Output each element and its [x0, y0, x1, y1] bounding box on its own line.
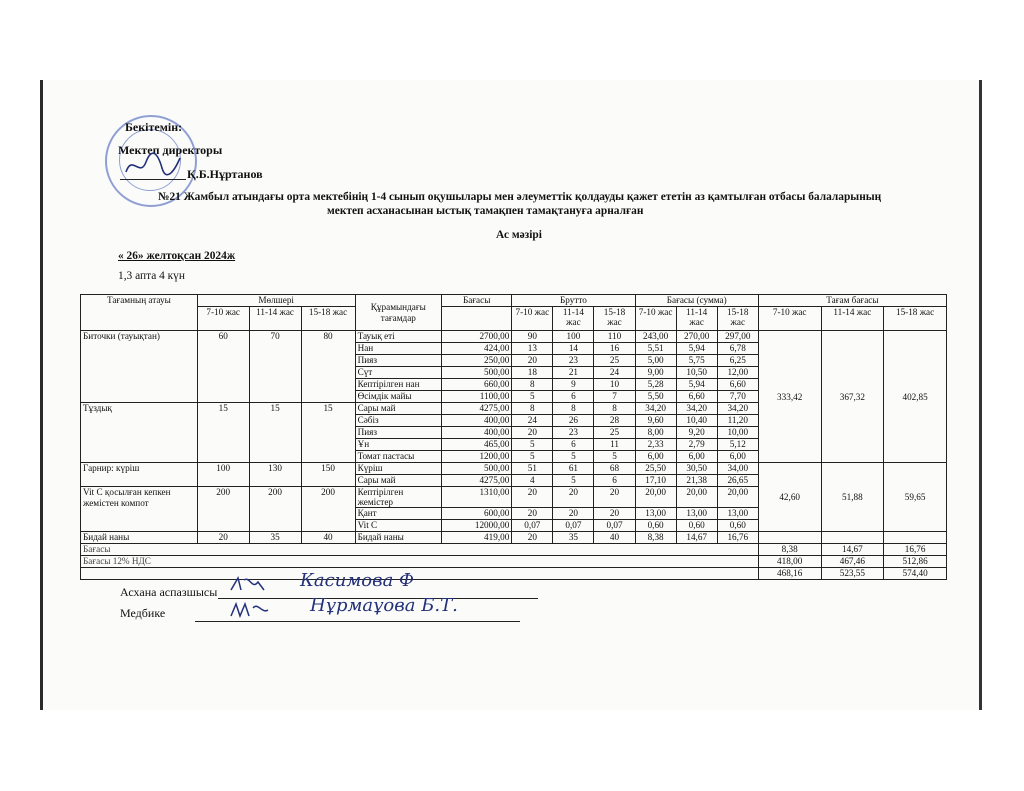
header-sum: Бағасы (сумма)	[635, 295, 758, 307]
header-amount-age-3: 15-18 жас	[301, 307, 355, 331]
brutto-age-3: 8	[594, 403, 635, 415]
sum-age-1: 243,00	[635, 331, 676, 343]
header-amount-age-2: 11-14 жас	[249, 307, 301, 331]
dish-name: Биточки (тауықтан)	[81, 331, 198, 403]
brutto-age-2: 8	[553, 403, 594, 415]
ingredient-price: 600,00	[442, 508, 512, 520]
sum-age-3: 11,20	[717, 415, 758, 427]
ingredient-price: 424,00	[442, 343, 512, 355]
brutto-age-1: 18	[512, 367, 553, 379]
dish-price-age-2: 367,32	[821, 331, 884, 463]
sum-age-2: 30,50	[676, 463, 717, 475]
sum-age-1: 5,00	[635, 355, 676, 367]
brutto-age-1: 90	[512, 331, 553, 343]
sum-age-3: 13,00	[717, 508, 758, 520]
nurse-label: Медбике	[120, 606, 166, 620]
amount-age-1: 15	[197, 403, 249, 463]
table-row	[81, 532, 947, 544]
ingredient-price: 2700,00	[442, 331, 512, 343]
vat-total-3: 574,40	[884, 568, 947, 580]
scan-edge-left	[40, 80, 43, 710]
header-sum-age-2: 11-14 жас	[676, 307, 717, 331]
sum-age-2: 20,00	[676, 487, 717, 508]
sum-age-3: 12,00	[717, 367, 758, 379]
sum-age-1: 9,60	[635, 415, 676, 427]
sum-age-1: 9,00	[635, 367, 676, 379]
amount-age-3: 40	[301, 532, 355, 544]
sum-age-1: 5,51	[635, 343, 676, 355]
title-line-2: мектеп асханасынан ыстық тамақпен тамақтануға арналған	[327, 205, 644, 217]
brutto-age-1: 20	[512, 487, 553, 508]
header-composition: Құрамындағы тағамдар	[355, 295, 441, 331]
sum-age-2: 34,20	[676, 403, 717, 415]
brutto-age-1: 8	[512, 403, 553, 415]
brutto-age-1: 4	[512, 475, 553, 487]
brutto-age-1: 24	[512, 415, 553, 427]
ingredient-name: Сары май	[355, 475, 441, 487]
sum-age-3: 16,76	[717, 532, 758, 544]
sum-total-2: 467,46	[821, 556, 884, 568]
brutto-age-3: 5	[594, 451, 635, 463]
ingredient-price: 1100,00	[442, 391, 512, 403]
dish-price-age-1: 333,42	[758, 331, 821, 463]
dish-price-blank-2	[821, 532, 884, 544]
header-amount-age-1: 7-10 жас	[197, 307, 249, 331]
sum-age-1: 2,33	[635, 439, 676, 451]
amount-age-2: 35	[249, 532, 301, 544]
sum-age-2: 10,50	[676, 367, 717, 379]
brutto-age-3: 25	[594, 355, 635, 367]
ingredient-price: 400,00	[442, 427, 512, 439]
brutto-age-1: 51	[512, 463, 553, 475]
amount-age-1: 60	[197, 331, 249, 403]
brutto-age-2: 20	[553, 487, 594, 508]
dish-price-blank-1	[758, 532, 821, 544]
sum-age-1: 5,50	[635, 391, 676, 403]
ingredient-name: Пияз	[355, 427, 441, 439]
sum-age-1: 25,50	[635, 463, 676, 475]
dish-name: Бидай наны	[81, 532, 198, 544]
sum-age-3: 6,78	[717, 343, 758, 355]
ingredient-name: Өсімдік майы	[355, 391, 441, 403]
header-brutto-age-1: 7-10 жас	[512, 307, 553, 331]
sum-age-3: 20,00	[717, 487, 758, 508]
total-label: Бағасы	[81, 544, 759, 556]
ingredient-name: Ұн	[355, 439, 441, 451]
header-dishprice-age-1: 7-10 жас	[758, 307, 821, 331]
amount-age-2: 130	[249, 463, 301, 487]
brutto-age-2: 26	[553, 415, 594, 427]
sum-age-2: 270,00	[676, 331, 717, 343]
sum-age-1: 13,00	[635, 508, 676, 520]
sum-age-2: 2,79	[676, 439, 717, 451]
vat-total-2: 523,55	[821, 568, 884, 580]
sum-age-2: 14,67	[676, 532, 717, 544]
header-dish: Тағамның атауы	[81, 295, 198, 307]
header-brutto-age-2: 11-14 жас	[553, 307, 594, 331]
total-price-2: 14,67	[821, 544, 884, 556]
brutto-age-2: 6	[553, 439, 594, 451]
brutto-age-3: 6	[594, 475, 635, 487]
menu-week: 1,3 апта 4 күн	[118, 270, 185, 282]
sum-age-3: 6,25	[717, 355, 758, 367]
brutto-age-3: 40	[594, 532, 635, 544]
cook-initials	[228, 572, 268, 598]
brutto-age-3: 68	[594, 463, 635, 475]
brutto-age-2: 20	[553, 508, 594, 520]
brutto-age-2: 100	[553, 331, 594, 343]
ingredient-name: Сүт	[355, 367, 441, 379]
table-row	[81, 331, 947, 343]
dish-name: Vit C қосылған кепкен жемістен компот	[81, 487, 198, 532]
cook-label: Асхана аспазшысы	[120, 585, 218, 599]
brutto-age-2: 35	[553, 532, 594, 544]
sum-age-2: 6,00	[676, 451, 717, 463]
brutto-age-1: 20	[512, 508, 553, 520]
vat-label: Бағасы 12% НДС	[81, 556, 759, 568]
sum-age-3: 6,00	[717, 451, 758, 463]
header-price-blank	[442, 307, 512, 331]
ingredient-name: Пияз	[355, 355, 441, 367]
ingredient-name: Кептірілген нан	[355, 379, 441, 391]
amount-age-3: 80	[301, 331, 355, 403]
brutto-age-3: 10	[594, 379, 635, 391]
total-price-1: 8,38	[758, 544, 821, 556]
amount-age-3: 200	[301, 487, 355, 532]
ingredient-name: Томат пастасы	[355, 451, 441, 463]
sum-age-3: 34,00	[717, 463, 758, 475]
brutto-age-1: 5	[512, 451, 553, 463]
sum-age-3: 6,60	[717, 379, 758, 391]
scan-edge-right	[979, 80, 982, 710]
header-brutto: Брутто	[512, 295, 635, 307]
ingredient-name: Сәбіз	[355, 415, 441, 427]
ingredient-name: Күріш	[355, 463, 441, 475]
brutto-age-1: 20	[512, 532, 553, 544]
ingredient-price: 500,00	[442, 367, 512, 379]
ingredient-price: 1310,00	[442, 487, 512, 508]
nurse-signature: Нұрмаұова Б.Т.	[310, 595, 458, 616]
sum-age-3: 5,12	[717, 439, 758, 451]
brutto-age-3: 7	[594, 391, 635, 403]
menu-title: Ас мәзірі	[496, 229, 542, 241]
director-label: Мектеп директоры	[118, 143, 223, 157]
header-dish-blank	[81, 307, 198, 331]
sum-age-1: 6,00	[635, 451, 676, 463]
dish-name: Гарнир: күріш	[81, 463, 198, 487]
header-dishprice-age-2: 11-14 жас	[821, 307, 884, 331]
table-row	[81, 463, 947, 475]
sum-age-1: 34,20	[635, 403, 676, 415]
header-amount: Мөлшері	[197, 295, 355, 307]
menu-table	[80, 294, 947, 580]
brutto-age-2: 23	[553, 355, 594, 367]
brutto-age-2: 6	[553, 391, 594, 403]
ingredient-name: Тауық еті	[355, 331, 441, 343]
sum-age-1: 8,38	[635, 532, 676, 544]
ingredient-name: Кептірілген жемістер	[355, 487, 441, 508]
brutto-age-3: 20	[594, 487, 635, 508]
sum-total-3: 512,86	[884, 556, 947, 568]
ingredient-price: 4275,00	[442, 475, 512, 487]
header-sum-age-1: 7-10 жас	[635, 307, 676, 331]
sum-age-2: 10,40	[676, 415, 717, 427]
approved-label: Бекітемін:	[125, 120, 183, 134]
dish-name: Тұздық	[81, 403, 198, 463]
brutto-age-2: 61	[553, 463, 594, 475]
nurse-initials	[228, 598, 273, 622]
sum-total-1: 418,00	[758, 556, 821, 568]
ingredient-name: Сары май	[355, 403, 441, 415]
ingredient-price: 465,00	[442, 439, 512, 451]
title-line-1: №21 Жамбыл атындағы орта мектебінің 1-4 сынып оқушылары мен әлеуметтік қолдауды қажет ететін аз қамтылған отбасы балаларының	[158, 191, 882, 203]
sum-age-1: 5,28	[635, 379, 676, 391]
sum-age-3: 0,60	[717, 520, 758, 532]
ingredient-price: 1200,00	[442, 451, 512, 463]
brutto-age-2: 5	[553, 451, 594, 463]
sum-age-2: 13,00	[676, 508, 717, 520]
header-brutto-age-3: 15-18 жас	[594, 307, 635, 331]
amount-age-3: 15	[301, 403, 355, 463]
brutto-age-1: 0,07	[512, 520, 553, 532]
total-price-3: 16,76	[884, 544, 947, 556]
header-dish-price: Тағам бағасы	[758, 295, 946, 307]
ingredient-name: Vit C	[355, 520, 441, 532]
ingredient-price: 4275,00	[442, 403, 512, 415]
sum-age-1: 17,10	[635, 475, 676, 487]
brutto-age-3: 110	[594, 331, 635, 343]
sum-age-2: 21,38	[676, 475, 717, 487]
sum-age-3: 34,20	[717, 403, 758, 415]
dish-price-blank-3	[884, 532, 947, 544]
sum-age-2: 0,60	[676, 520, 717, 532]
ingredient-price: 419,00	[442, 532, 512, 544]
sum-age-2: 5,94	[676, 343, 717, 355]
brutto-age-3: 0,07	[594, 520, 635, 532]
vat-total-1: 468,16	[758, 568, 821, 580]
vat-blank	[81, 568, 759, 580]
brutto-age-3: 25	[594, 427, 635, 439]
ingredient-price: 250,00	[442, 355, 512, 367]
sum-age-2: 5,75	[676, 355, 717, 367]
dish-price-age-3: 59,65	[884, 463, 947, 532]
amount-age-1: 20	[197, 532, 249, 544]
dish-price-age-3: 402,85	[884, 331, 947, 463]
brutto-age-1: 20	[512, 427, 553, 439]
brutto-age-2: 21	[553, 367, 594, 379]
brutto-age-1: 13	[512, 343, 553, 355]
ingredient-price: 660,00	[442, 379, 512, 391]
ingredient-name: Бидай наны	[355, 532, 441, 544]
sum-age-1: 0,60	[635, 520, 676, 532]
amount-age-2: 15	[249, 403, 301, 463]
amount-age-1: 200	[197, 487, 249, 532]
brutto-age-2: 0,07	[553, 520, 594, 532]
brutto-age-2: 9	[553, 379, 594, 391]
brutto-age-3: 20	[594, 508, 635, 520]
dish-price-age-1: 42,60	[758, 463, 821, 532]
sum-age-2: 5,94	[676, 379, 717, 391]
brutto-age-3: 24	[594, 367, 635, 379]
ingredient-name: Нан	[355, 343, 441, 355]
amount-age-3: 150	[301, 463, 355, 487]
sum-age-3: 26,65	[717, 475, 758, 487]
menu-date: « 26» желтоқсан 2024ж	[118, 250, 236, 262]
sum-age-2: 9,20	[676, 427, 717, 439]
header-price: Бағасы	[442, 295, 512, 307]
director-signature	[122, 150, 182, 180]
sum-age-1: 8,00	[635, 427, 676, 439]
sum-age-2: 6,60	[676, 391, 717, 403]
sum-age-3: 10,00	[717, 427, 758, 439]
brutto-age-2: 5	[553, 475, 594, 487]
dish-price-age-2: 51,88	[821, 463, 884, 532]
brutto-age-2: 23	[553, 427, 594, 439]
brutto-age-1: 5	[512, 439, 553, 451]
sum-age-1: 20,00	[635, 487, 676, 508]
sum-age-3: 7,70	[717, 391, 758, 403]
sum-age-3: 297,00	[717, 331, 758, 343]
director-name: Қ.Б.Нұртанов	[187, 167, 263, 181]
brutto-age-1: 5	[512, 391, 553, 403]
amount-age-2: 70	[249, 331, 301, 403]
header-dishprice-age-3: 15-18 жас	[884, 307, 947, 331]
brutto-age-3: 16	[594, 343, 635, 355]
brutto-age-3: 28	[594, 415, 635, 427]
brutto-age-3: 11	[594, 439, 635, 451]
ingredient-name: Қант	[355, 508, 441, 520]
header-sum-age-3: 15-18 жас	[717, 307, 758, 331]
cook-signature: Касимова Ф	[300, 570, 414, 591]
ingredient-price: 400,00	[442, 415, 512, 427]
amount-age-2: 200	[249, 487, 301, 532]
brutto-age-1: 20	[512, 355, 553, 367]
brutto-age-1: 8	[512, 379, 553, 391]
ingredient-price: 12000,00	[442, 520, 512, 532]
ingredient-price: 500,00	[442, 463, 512, 475]
brutto-age-2: 14	[553, 343, 594, 355]
amount-age-1: 100	[197, 463, 249, 487]
